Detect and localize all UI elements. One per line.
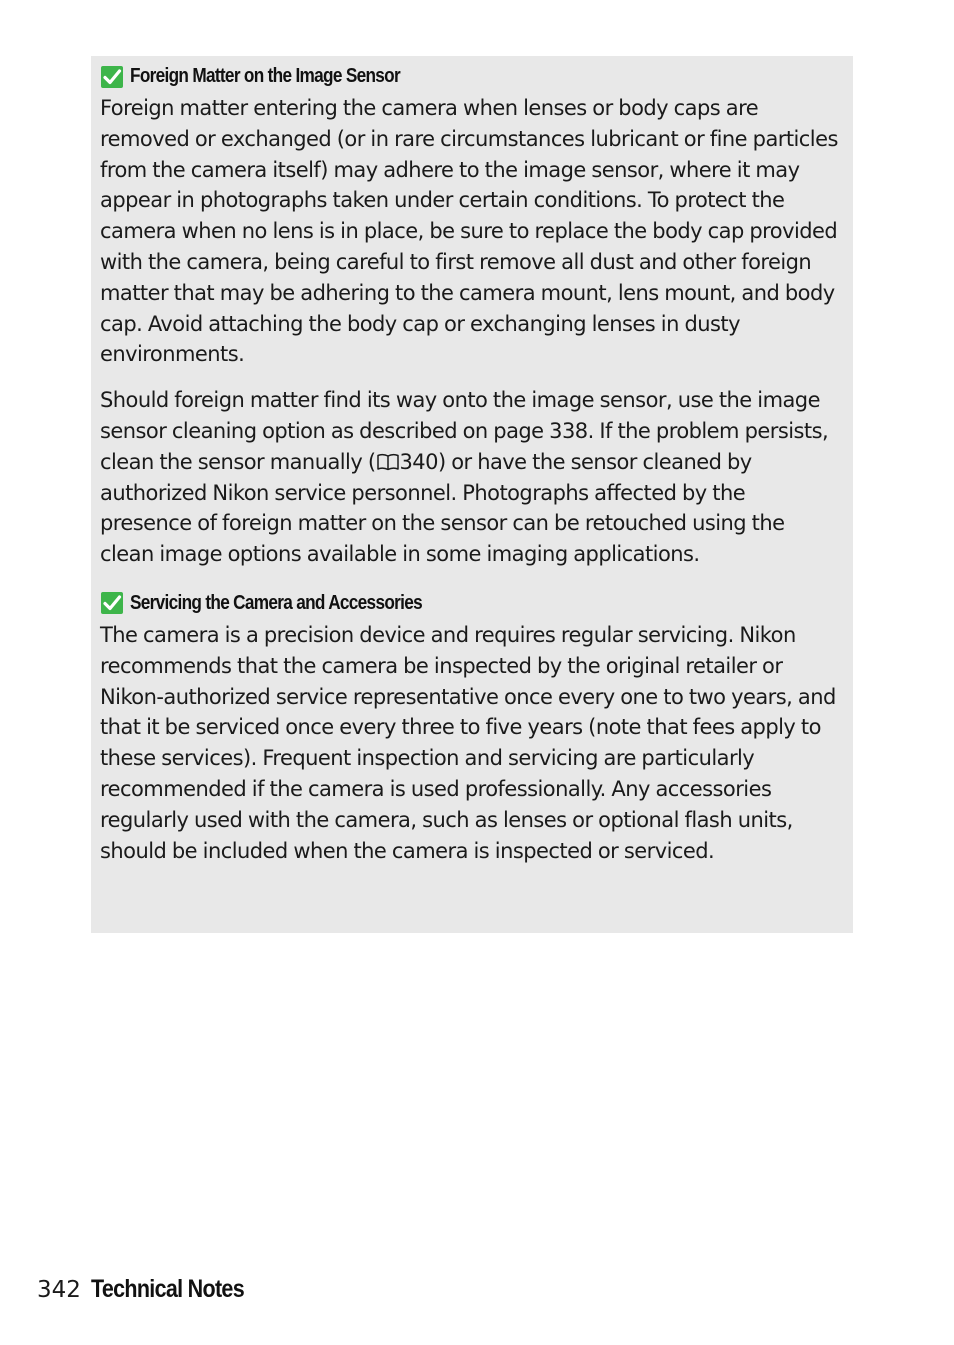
note-paragraph-with-reference [100, 385, 839, 570]
note-title: Servicing the Camera and Accessories [130, 591, 422, 614]
note-heading-servicing [100, 587, 839, 620]
page-footer [37, 1275, 269, 1304]
section-title: Technical Notes [90, 1275, 244, 1303]
note-title: Foreign Matter on the Image Sensor [130, 65, 401, 87]
check-icon [100, 591, 124, 615]
note-box [91, 56, 853, 933]
paragraph-text-after-reference: ) or have the sensor cleaned by authorized Nikon service personnel. Photographs affected by the presence of foreign matter on the sensor can be retouched using the clean image options available in some imaging applications. [100, 449, 785, 567]
note-paragraph: Foreign matter entering the camera when lenses or body caps are removed or exchanged (or in rare circumstances lubricant or fine particles from the camera itself) may adhere to the image sensor, where it may appear in photographs taken under certain conditions. To protect the camera when no lens is in place, be sure to replace the body cap provided with the camera, being careful to first remove all dust and other foreign matter that may be adhering to the camera mount, lens mount, and body cap. Avoid attaching the body cap or exchanging lenses in dusty environments. [100, 96, 838, 367]
book-icon [376, 453, 400, 471]
note-paragraph: The camera is a precision device and requires regular servicing. Nikon recommends that the camera be inspected by the original retailer or Nikon-authorized service representative once every one to two years, and that it be serviced once every three to five years (note that fees apply to these services). Frequent inspection and servicing are particularly recommended if the camera is used professionally. Any accessories regularly used with the camera, such as lenses or optional flash units, should be included when the camera is inspected or serviced. [100, 622, 836, 863]
paragraph-text-before-reference: Should foreign matter find its way onto the image sensor, use the image sensor cleaning option as described on page 338. If the problem persists, clean the sensor manually ( [100, 388, 829, 474]
page-reference-number[interactable]: 340 [399, 449, 438, 474]
note-heading-foreign-matter [100, 60, 839, 93]
page-number: 342 [37, 1277, 81, 1303]
check-icon [100, 65, 124, 89]
